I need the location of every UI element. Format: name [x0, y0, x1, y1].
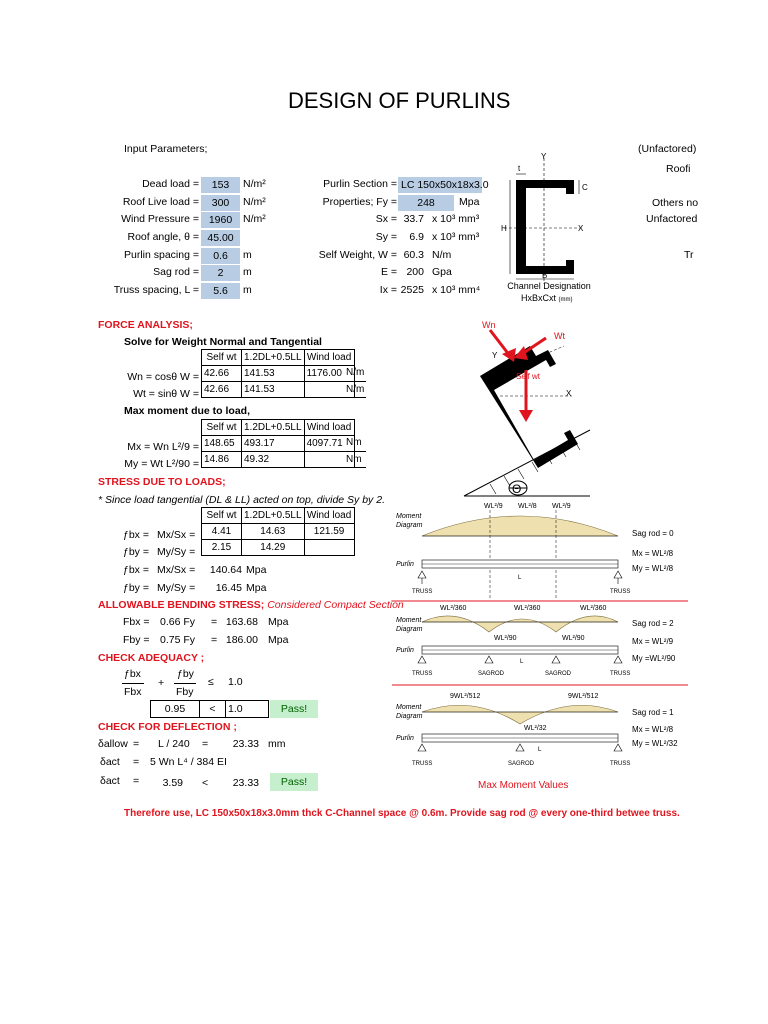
table-row	[202, 436, 355, 452]
force-analysis-subheading: Solve for Weight Normal and Tangential	[124, 336, 322, 348]
d1-top2: WL²/8	[518, 503, 537, 510]
force-unit-col	[344, 365, 366, 398]
allow-value-fby: 186.00	[225, 634, 258, 646]
right-cut-3: Others no	[652, 197, 699, 209]
d1-moment: Moment	[396, 513, 422, 520]
d2-r3: My =WL²/90	[632, 654, 676, 663]
col-header: Wind load	[304, 350, 354, 366]
fig-label-t: t	[518, 164, 521, 173]
table-row	[202, 452, 355, 468]
d-allow-value: 23.33	[232, 738, 259, 750]
d1-r3: My = WL²/8	[632, 564, 674, 573]
cell	[304, 540, 354, 556]
adequacy-status-badge: Pass!	[270, 700, 318, 718]
total-unit: Mpa	[246, 582, 267, 594]
total-sym-fbx: ƒbx =	[123, 564, 149, 576]
purlin-section-label: Purlin Section =	[323, 178, 397, 190]
d-act-expr: 5 Wn L⁴ / 384 EI	[150, 756, 227, 768]
d3-purlin: Purlin	[396, 735, 414, 742]
frac1-line	[122, 683, 144, 684]
cell: 42.66	[202, 382, 242, 398]
d2-moment: Moment	[396, 617, 422, 624]
cell: 14.63	[242, 524, 305, 540]
moment-diagrams	[392, 498, 688, 798]
force-table	[201, 349, 355, 398]
plus-sign: +	[158, 677, 165, 689]
fy-unit: Mpa	[459, 196, 480, 208]
channel-caption-2	[521, 293, 573, 303]
allow-sym-fby: Fby =	[123, 634, 150, 646]
d2-sagrod-2: SAGROD	[545, 671, 572, 677]
cell: 49.32	[242, 452, 305, 468]
label-self-wt: Self wt	[516, 372, 541, 381]
d2-r2: Mx = WL²/9	[632, 637, 674, 646]
unit-cell: Nm	[344, 451, 366, 467]
deflection-status-badge: Pass!	[270, 773, 318, 791]
allow-equals: =	[211, 616, 218, 628]
row-label-wt: Wt = sinθ W =	[133, 388, 199, 400]
d2-top2: WL²/360	[514, 605, 541, 612]
adequacy-limit: 1.0	[225, 700, 269, 718]
cell: 141.53	[242, 366, 305, 382]
d3-curve	[422, 705, 618, 724]
table-row	[202, 366, 355, 382]
d2-r1: Sag rod = 2	[632, 619, 674, 628]
adequacy-heading: CHECK ADEQUACY ;	[98, 652, 205, 664]
d2-truss-left: TRUSS	[412, 671, 433, 677]
d2-sagrod-1: SAGROD	[478, 671, 505, 677]
fig-label-h: H	[501, 224, 507, 233]
channel-caption-small: (mm)	[558, 297, 573, 303]
cell: 14.86	[202, 452, 242, 468]
input-unit: N/m²	[243, 196, 266, 208]
frac2-num: ƒby	[177, 668, 194, 680]
cell: 4.41	[202, 524, 242, 540]
d-allow-unit: mm	[268, 738, 286, 750]
fig-label-y: Y	[541, 152, 547, 161]
input-label: Roof Live load =	[122, 196, 199, 208]
d3-top2: 9WL²/512	[568, 693, 599, 700]
col-header: Self wt	[202, 420, 242, 436]
frac2-den: Fby	[176, 686, 194, 698]
d3-r3: My = WL²/32	[632, 739, 678, 748]
right-cut-4: Unfactored	[646, 213, 698, 225]
col-header: 1.2DL+0.5LL	[242, 508, 305, 524]
force-analysis-heading: FORCE ANALYSIS;	[98, 319, 193, 331]
d1-r2: Mx = WL²/8	[632, 549, 674, 558]
col-header: Wind load	[304, 420, 354, 436]
d-act-sym-2: δact	[100, 775, 120, 787]
channel-section-figure	[496, 152, 606, 292]
input-unit: m	[243, 284, 252, 296]
right-cut-5: Tr	[684, 249, 694, 261]
adequacy-lt: <	[199, 700, 226, 718]
sy-value: 6.9	[409, 231, 424, 243]
ix-value: 2525	[400, 284, 424, 296]
sx-unit: x 10³ mm³	[432, 213, 480, 225]
fig-label-x: X	[578, 224, 584, 233]
self-weight-value: 60.3	[403, 249, 424, 261]
cell: 4097.71	[304, 436, 354, 452]
ix-unit: x 10³ mm⁴	[432, 284, 481, 296]
stress-sym-fby: ƒby =	[123, 546, 149, 558]
fy-value[interactable]: 248	[398, 195, 454, 211]
row-label-wn: Wn = cosθ W =	[127, 371, 199, 383]
d1-truss-left: TRUSS	[412, 589, 433, 595]
total-eq: My/Sy =	[157, 582, 196, 594]
fig-label-b: B	[542, 271, 548, 280]
row-label-my: My = Wt L²/90 =	[124, 458, 199, 470]
moment-table	[201, 419, 355, 468]
cell: 42.66	[202, 366, 242, 382]
frac2-line	[174, 683, 196, 684]
unit-cell: Nm	[344, 435, 366, 451]
cell: 493.17	[242, 436, 305, 452]
input-label: Truss spacing, L =	[113, 284, 199, 296]
table-row	[202, 540, 355, 556]
right-cut-2: Roofi	[666, 163, 691, 175]
cell: 2.15	[202, 540, 242, 556]
d-lt: <	[202, 777, 209, 789]
d1-top3: WL²/9	[552, 503, 571, 510]
total-eq: Mx/Sx =	[157, 564, 196, 576]
d-allow-expr: L / 240	[158, 738, 190, 750]
col-header: Wind load	[304, 508, 354, 524]
input-value-wind-pressure[interactable]: 1960	[201, 212, 240, 228]
input-label: Purlin spacing =	[123, 249, 199, 261]
deflection-heading: CHECK FOR DEFLECTION ;	[98, 721, 237, 733]
label-wn: Wn	[482, 320, 496, 330]
stress-table	[201, 507, 355, 556]
allow-unit: Mpa	[268, 634, 289, 646]
d3-truss-left: TRUSS	[412, 761, 433, 767]
d3-r1: Sag rod = 1	[632, 708, 674, 717]
d3-bot1: WL²/32	[524, 725, 547, 732]
d1-truss-right: TRUSS	[610, 589, 631, 595]
d2-L: L	[520, 659, 524, 665]
input-unit: m	[243, 249, 252, 261]
cell: 148.65	[202, 436, 242, 452]
d-act-sym: δact	[100, 756, 120, 768]
d3-top1: 9WL²/512	[450, 693, 481, 700]
stress-heading: STRESS DUE TO LOADS;	[98, 476, 226, 488]
d2-bot1: WL²/90	[494, 635, 517, 642]
channel-shape	[516, 180, 574, 274]
sy-label: Sy =	[375, 231, 397, 243]
moment-caption: Max Moment Values	[478, 780, 569, 791]
self-weight-label: Self Weight, W =	[318, 249, 397, 261]
le-sign: ≤	[208, 676, 214, 688]
d3-moment: Moment	[396, 704, 422, 711]
d2-curve	[422, 616, 618, 632]
frac1-num: ƒbx	[124, 668, 141, 680]
table-row	[202, 524, 355, 540]
one-value: 1.0	[228, 676, 243, 688]
frac1-den: Fbx	[124, 686, 142, 698]
allowable-note: Considered Compact Section	[267, 599, 404, 611]
max-moment-heading: Max moment due to load,	[124, 405, 251, 417]
d-eq: =	[133, 756, 140, 768]
input-value-truss-spacing[interactable]: 5.6	[201, 283, 240, 299]
right-cut-1: (Unfactored)	[638, 143, 697, 155]
allowable-heading-row	[98, 599, 404, 611]
channel-caption-main: HxBxCxt	[521, 293, 557, 303]
input-unit: m	[243, 266, 252, 278]
row-label-mx: Mx = Wn L²/9 =	[127, 441, 199, 453]
unit-cell: N/m	[344, 381, 366, 397]
d-act-value: 3.59	[162, 777, 183, 789]
adequacy-result: 0.95	[150, 700, 200, 718]
e-label: E =	[380, 266, 397, 278]
inclined-channel	[480, 346, 578, 468]
input-heading: Input Parameters;	[124, 143, 208, 155]
d3-r2: Mx = WL²/8	[632, 725, 674, 734]
stress-eq: My/Sy =	[157, 546, 196, 558]
sx-label: Sx =	[375, 213, 397, 225]
input-unit: N/m²	[243, 178, 266, 190]
input-value-sag-rod[interactable]: 2	[201, 265, 240, 281]
load-figure	[460, 318, 600, 498]
d1-top1: WL²/9	[484, 503, 503, 510]
d2-purlin: Purlin	[396, 647, 414, 654]
e-value: 200	[406, 266, 424, 278]
label-wt: Wt	[554, 331, 565, 341]
total-sym-fby: ƒby =	[123, 582, 149, 594]
label-y: Y	[492, 351, 498, 360]
cell: 14.29	[242, 540, 305, 556]
moment-unit-col	[344, 435, 366, 468]
d-eq: =	[133, 775, 140, 787]
allow-eq: 0.66 Fy	[160, 616, 196, 628]
d1-purlin: Purlin	[396, 561, 414, 568]
label-x: X	[566, 389, 572, 398]
fig-label-c: C	[582, 183, 588, 192]
total-unit: Mpa	[246, 564, 267, 576]
cell: 121.59	[304, 524, 354, 540]
allow-equals: =	[211, 634, 218, 646]
input-label: Roof angle, θ =	[127, 231, 199, 243]
sy-unit: x 10³ mm³	[432, 231, 480, 243]
d2-truss-right: TRUSS	[610, 671, 631, 677]
input-value-dead-load[interactable]: 153	[201, 177, 240, 193]
stress-eq: Mx/Sx =	[157, 529, 196, 541]
page-title: DESIGN OF PURLINS	[288, 88, 511, 113]
cell: 141.53	[242, 382, 305, 398]
total-value-fby: 16.45	[215, 582, 242, 594]
d3-L: L	[538, 747, 542, 753]
allow-unit: Mpa	[268, 616, 289, 628]
input-value-purlin-spacing[interactable]: 0.6	[201, 248, 240, 264]
total-value-fbx: 140.64	[209, 564, 242, 576]
d2-bot2: WL²/90	[562, 635, 585, 642]
d2-diagram: Diagram	[396, 626, 423, 633]
input-value-roof-angle[interactable]: 45.00	[201, 230, 240, 246]
input-label: Dead load =	[142, 178, 199, 190]
channel-caption: Channel Designation	[507, 281, 591, 291]
input-label: Wind Pressure =	[121, 213, 199, 225]
stress-note: * Since load tangential (DL & LL) acted on top, divide Sy by 2.	[98, 494, 385, 506]
fy-label: Properties; Fy =	[322, 196, 397, 208]
input-value-live-load[interactable]: 300	[201, 195, 240, 211]
col-header: Self wt	[202, 508, 242, 524]
col-header: 1.2DL+0.5LL	[242, 420, 305, 436]
unit-cell: N/m	[344, 365, 366, 381]
d1-L: L	[518, 575, 522, 581]
d-eq2: =	[202, 738, 209, 750]
table-row	[202, 382, 355, 398]
d1-parabola	[422, 516, 618, 536]
allow-eq: 0.75 Fy	[160, 634, 196, 646]
d-limit: 23.33	[232, 777, 259, 789]
allow-value-fbx: 163.68	[225, 616, 258, 628]
d3-sagrod: SAGROD	[508, 761, 535, 767]
d3-diagram: Diagram	[396, 713, 423, 720]
ix-label: Ix =	[379, 284, 397, 296]
d2-top3: WL²/360	[580, 605, 607, 612]
d1-diagram: Diagram	[396, 522, 423, 529]
col-header: Self wt	[202, 350, 242, 366]
self-weight-unit: N/m	[432, 249, 452, 261]
col-header: 1.2DL+0.5LL	[242, 350, 305, 366]
sx-value: 33.7	[403, 213, 424, 225]
input-unit: N/m²	[243, 213, 266, 225]
d-allow-sym: δallow	[98, 738, 128, 750]
allowable-heading: ALLOWABLE BENDING STRESS;	[98, 599, 265, 611]
e-unit: Gpa	[432, 266, 452, 278]
purlin-section-value[interactable]: LC 150x50x18x3.0	[398, 177, 482, 193]
d1-r1: Sag rod = 0	[632, 529, 674, 538]
d-eq: =	[133, 738, 140, 750]
stress-sym-fbx: ƒbx =	[123, 529, 149, 541]
label-theta: Θ	[512, 482, 522, 496]
d3-truss-right: TRUSS	[610, 761, 631, 767]
d2-top1: WL²/360	[440, 605, 467, 612]
conclusion-text: Therefore use, LC 150x50x18x3.0mm thck C-Channel space @ 0.6m. Provide sag rod @ every one-third betwee truss.	[124, 808, 680, 819]
cell: 1176.00	[304, 366, 354, 382]
input-label: Sag rod =	[153, 266, 199, 278]
allow-sym-fbx: Fbx =	[123, 616, 150, 628]
